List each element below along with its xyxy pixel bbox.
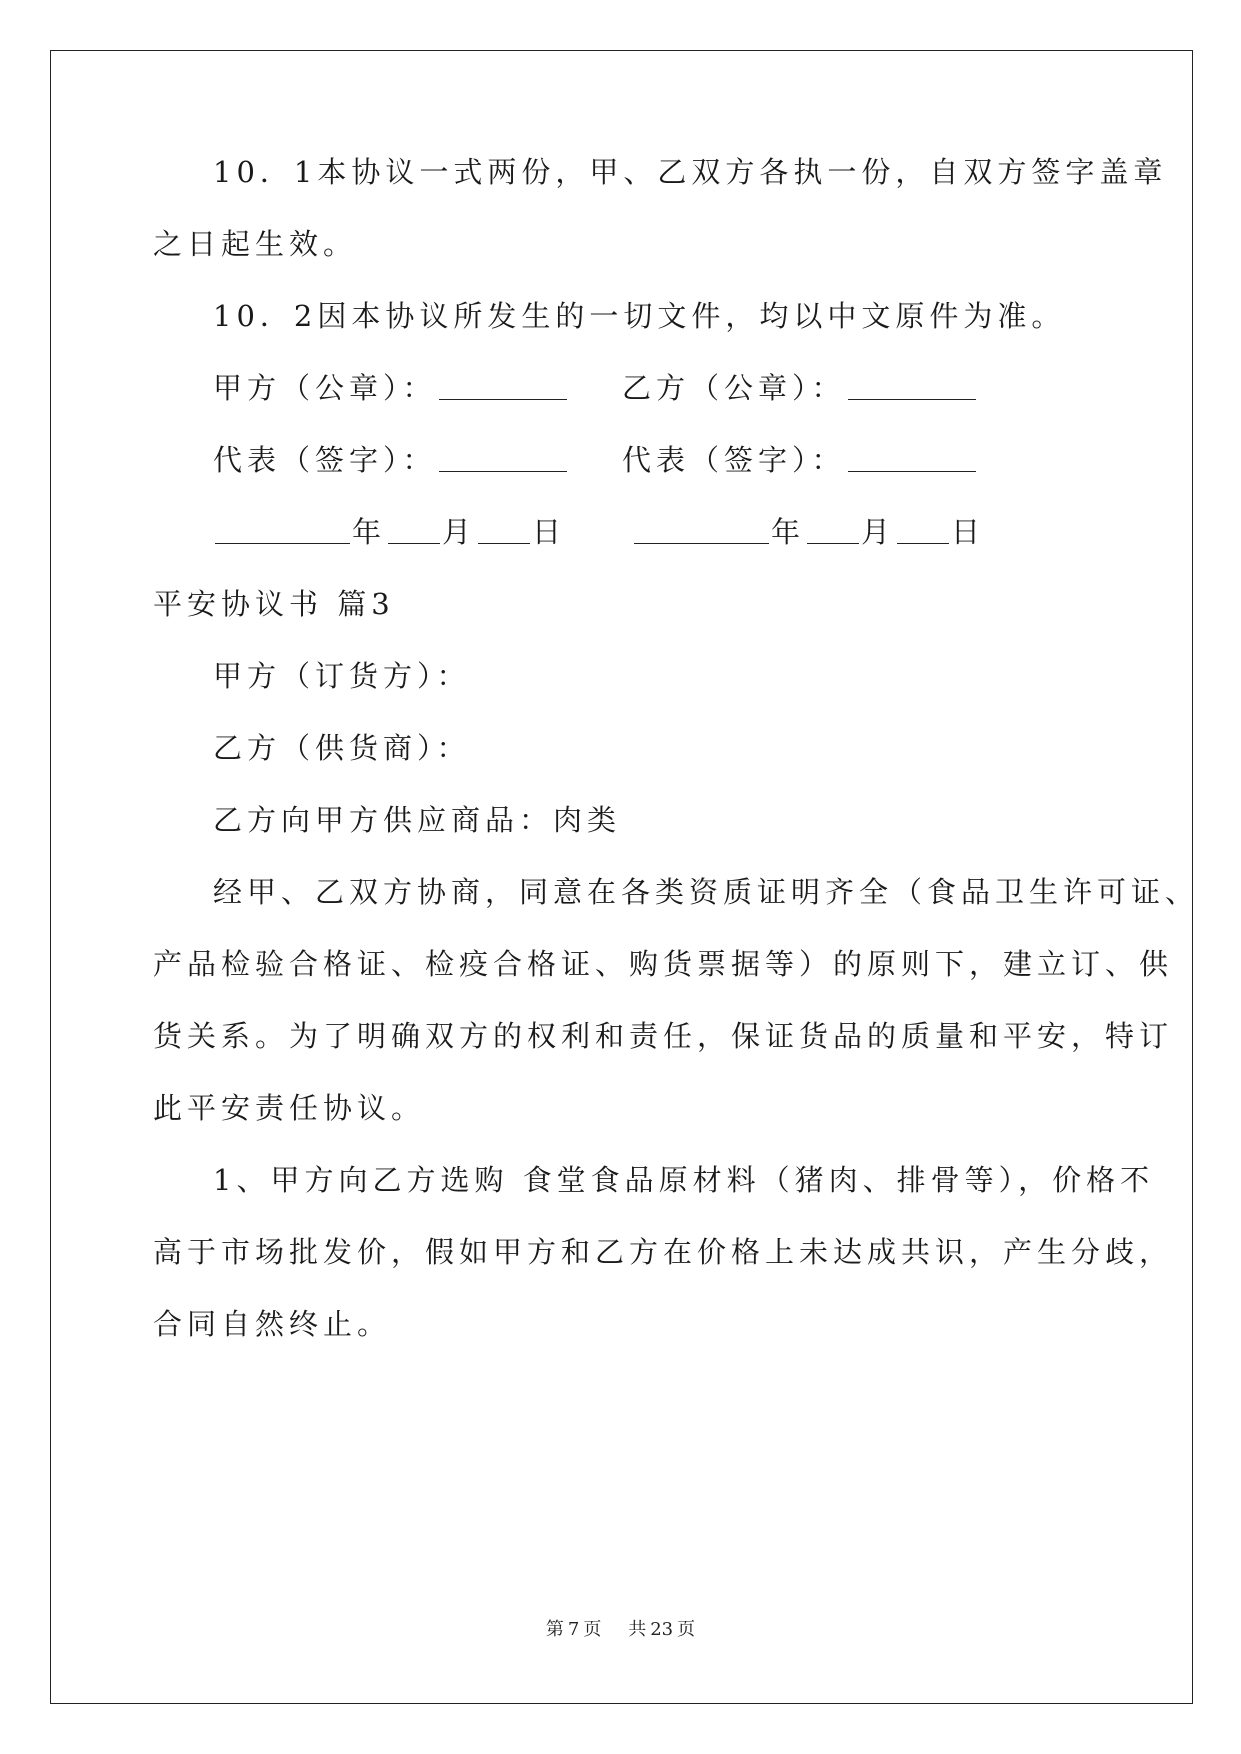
- page-suffix: 页: [583, 1619, 602, 1640]
- date-a-year-blank[interactable]: [215, 542, 350, 544]
- party-a-label: 甲方（订货方）：: [213, 659, 471, 693]
- date-a-year-label: 年: [352, 515, 387, 549]
- total-suffix: 页: [677, 1619, 696, 1640]
- paragraph-1-line2: 产品检验合格证、检疫合格证、购货票据等）的原则下，建立订、供: [153, 947, 1174, 981]
- date-b-month-label: 月: [861, 515, 896, 549]
- paragraph-1-line4: 此平安责任协议。: [153, 1091, 426, 1125]
- date-a-day-blank[interactable]: [478, 542, 530, 544]
- party-a-seal-row: [213, 371, 569, 405]
- date-a-month-blank[interactable]: [388, 542, 440, 544]
- date-a-day-label: 日: [532, 515, 567, 549]
- rep-b-row: [622, 443, 978, 477]
- clause-10-1-line2: 之日起生效。: [153, 227, 358, 261]
- date-b-year-label: 年: [771, 515, 806, 549]
- rep-a-blank[interactable]: [439, 470, 567, 472]
- party-b-label: 乙方（供货商）：: [213, 731, 471, 765]
- date-a-month-label: 月: [442, 515, 477, 549]
- rep-b-label: 代表（签字）：: [622, 443, 846, 477]
- date-b-row: [632, 515, 986, 549]
- date-a-row: [213, 515, 567, 549]
- page-footer: [0, 1615, 1241, 1641]
- date-b-year-blank[interactable]: [634, 542, 769, 544]
- total-pages: 23: [650, 1619, 674, 1640]
- rep-a-row: [213, 443, 569, 477]
- party-b-seal-label: 乙方（公章）：: [622, 371, 846, 405]
- section-title: 平安协议书 篇3: [153, 587, 395, 621]
- date-b-month-blank[interactable]: [807, 542, 859, 544]
- date-b-day-label: 日: [951, 515, 986, 549]
- goods-line: 乙方向甲方供应商品：肉类: [213, 803, 622, 837]
- clause-10-2: 10．2因本协议所发生的一切文件，均以中文原件为准。: [213, 299, 1066, 333]
- party-a-seal-label: 甲方（公章）：: [213, 371, 437, 405]
- date-b-day-blank[interactable]: [897, 542, 949, 544]
- page-prefix: 第: [545, 1619, 564, 1640]
- clause-10-1-line1: 10．1本协议一式两份，甲、乙双方各执一份，自双方签字盖章: [213, 155, 1168, 189]
- item-1-line1: 1、甲方向乙方选购 食堂食品原材料（猪肉、排骨等），价格不: [213, 1163, 1155, 1197]
- total-prefix: 共: [628, 1619, 647, 1640]
- party-a-seal-blank[interactable]: [439, 398, 567, 400]
- page-number: 7: [567, 1619, 580, 1640]
- party-b-seal-blank[interactable]: [848, 398, 976, 400]
- rep-a-label: 代表（签字）：: [213, 443, 437, 477]
- item-1-line3: 合同自然终止。: [153, 1307, 392, 1341]
- rep-b-blank[interactable]: [848, 470, 976, 472]
- paragraph-1-line1: 经甲、乙双方协商，同意在各类资质证明齐全（食品卫生许可证、: [213, 875, 1200, 909]
- item-1-line2: 高于市场批发价，假如甲方和乙方在价格上未达成共识，产生分歧，: [153, 1235, 1174, 1269]
- party-b-seal-row: [622, 371, 978, 405]
- paragraph-1-line3: 货关系。为了明确双方的权利和责任，保证货品的质量和平安，特订: [153, 1019, 1174, 1053]
